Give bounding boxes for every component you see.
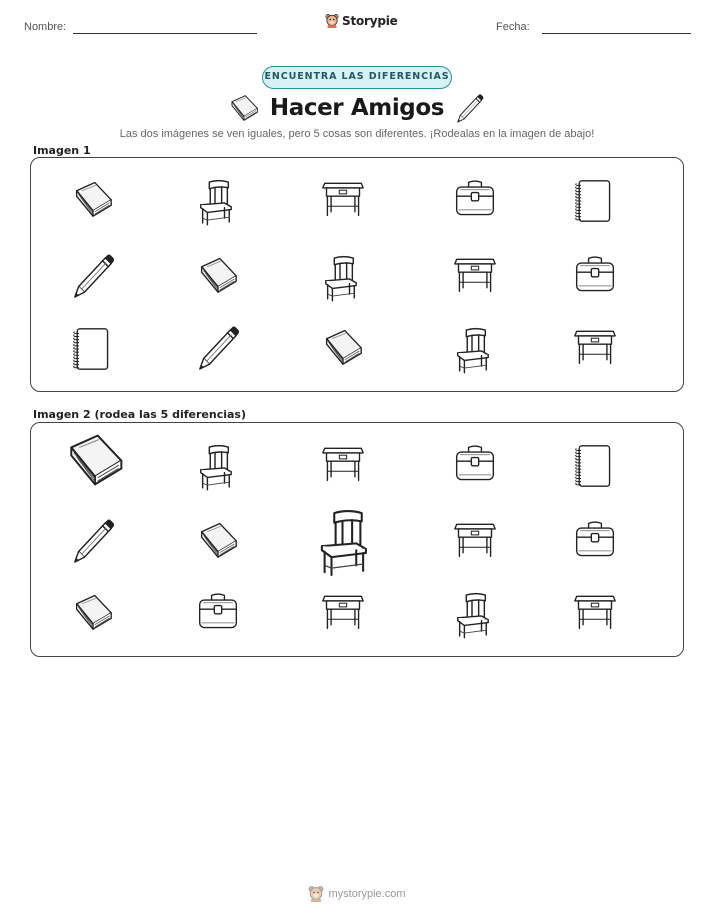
bear-icon [325, 13, 339, 28]
pencil-icon[interactable] [71, 519, 113, 565]
notebook-icon [573, 178, 613, 224]
lunchbox-icon [573, 254, 617, 294]
footer-site: mystorypie.com [328, 887, 406, 900]
book-icon [321, 326, 365, 366]
image1-panel [30, 157, 684, 392]
lunchbox-icon[interactable] [573, 519, 617, 559]
desk-icon[interactable] [321, 443, 365, 483]
book-icon [196, 254, 240, 294]
book-icon [228, 92, 260, 127]
desk-icon[interactable] [321, 591, 365, 631]
book-icon[interactable] [196, 519, 240, 559]
bear-icon [308, 885, 324, 902]
desk-icon [573, 326, 617, 366]
book-icon[interactable] [63, 429, 127, 487]
page-title: Hacer Amigos [269, 95, 445, 121]
chair-icon[interactable] [453, 591, 491, 639]
lunchbox-icon [453, 178, 497, 218]
date-field[interactable] [542, 33, 691, 34]
image2-label: Imagen 2 (rodea las 5 diferencias) [33, 408, 247, 421]
book-icon[interactable] [71, 591, 115, 631]
brand-name: Storypie [342, 13, 398, 28]
chair-icon [196, 178, 234, 226]
title-row [0, 92, 714, 126]
chair-icon[interactable] [315, 507, 370, 577]
header [0, 14, 714, 40]
name-label: Nombre: [24, 21, 67, 33]
desk-icon[interactable] [573, 591, 617, 631]
notebook-icon[interactable] [573, 443, 613, 489]
desk-icon[interactable] [453, 519, 497, 559]
desk-icon [453, 254, 497, 294]
pencil-icon [71, 254, 113, 300]
lunchbox-icon[interactable] [196, 591, 240, 631]
chair-icon[interactable] [196, 443, 234, 491]
image2-panel[interactable] [30, 422, 684, 657]
desk-icon [321, 178, 365, 218]
chair-icon [453, 326, 491, 374]
footer [0, 885, 714, 902]
pencil-icon [454, 94, 484, 129]
date-label: Fecha: [496, 21, 530, 33]
notebook-icon [71, 326, 111, 372]
instructions: Las dos imágenes se ven iguales, pero 5 cosas son diferentes. ¡Rodealas en la imagen de abajo! [119, 128, 595, 140]
brand-logo [325, 13, 398, 28]
lunchbox-icon[interactable] [453, 443, 497, 483]
name-field[interactable] [73, 33, 257, 34]
category-badge: ENCUENTRA LAS DIFERENCIAS [262, 66, 452, 89]
chair-icon [321, 254, 359, 302]
book-icon [71, 178, 115, 218]
pencil-icon [196, 326, 238, 372]
image1-label: Imagen 1 [33, 144, 91, 157]
